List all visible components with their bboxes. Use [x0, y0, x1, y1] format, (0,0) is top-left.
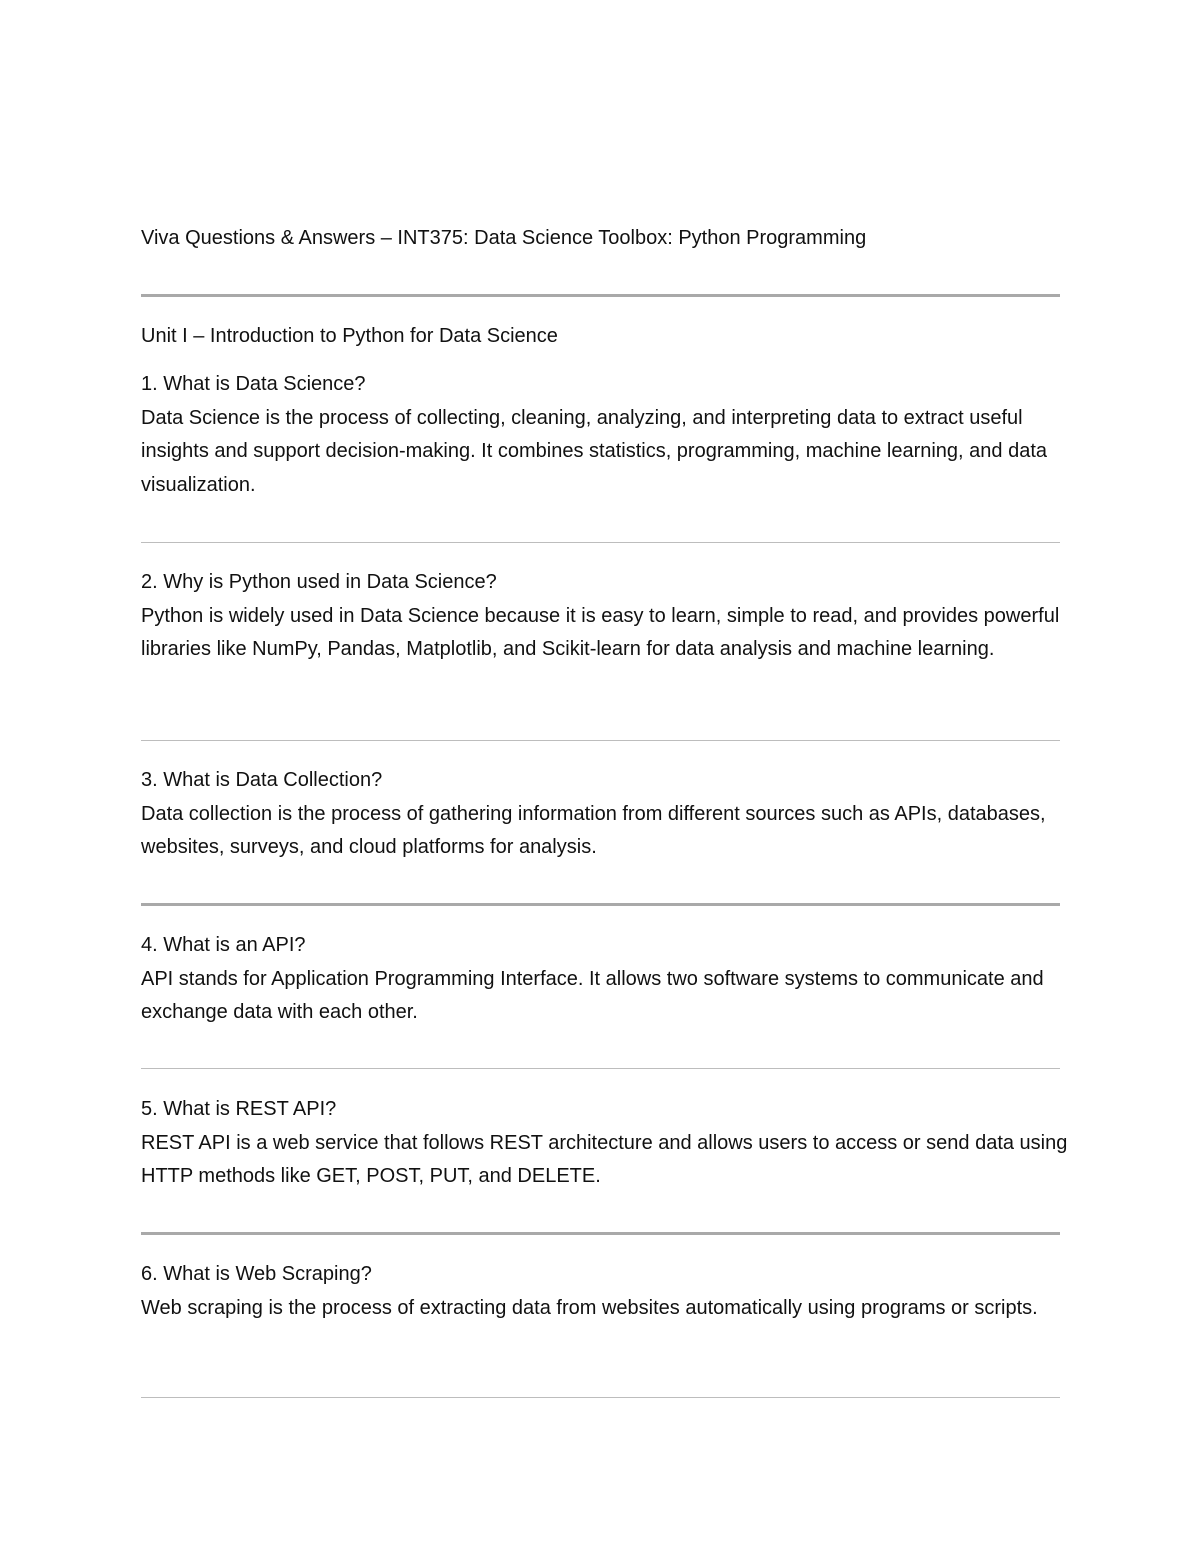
qa-divider [141, 1397, 1060, 1398]
question: 6. What is Web Scraping? [141, 1263, 372, 1285]
qa-divider [141, 903, 1060, 906]
answer: REST API is a web service that follows REST architecture and allows users to access or send data using HTTP methods like GET, POST, PUT, and DELETE. [141, 1131, 1068, 1187]
document-title: Viva Questions & Answers – INT375: Data Science Toolbox: Python Programming [141, 227, 867, 249]
qa-divider [141, 542, 1060, 543]
qa-item [141, 566, 1071, 667]
qa-divider [141, 740, 1060, 741]
question: 3. What is Data Collection? [141, 769, 383, 791]
qa-item [141, 764, 1071, 865]
answer: API stands for Application Programming Interface. It allows two software systems to communicate and exchange data with each other. [141, 967, 1044, 1023]
qa-divider [141, 1232, 1060, 1235]
unit-title: Unit I – Introduction to Python for Data Science [141, 325, 558, 347]
title-divider [141, 294, 1060, 297]
answer: Python is widely used in Data Science because it is easy to learn, simple to read, and provides powerful libraries like NumPy, Pandas, Matplotlib, and Scikit-learn for data analysis and machine learning. [141, 604, 1060, 660]
qa-item [141, 1093, 1071, 1194]
question: 5. What is REST API? [141, 1098, 337, 1120]
qa-item [141, 368, 1071, 502]
answer: Web scraping is the process of extracting data from websites automatically using programs or scripts. [141, 1296, 1038, 1319]
question: 4. What is an API? [141, 934, 306, 956]
qa-item [141, 929, 1071, 1030]
answer: Data collection is the process of gathering information from different sources such as APIs, databases, websites, surveys, and cloud platforms for analysis. [141, 802, 1046, 858]
qa-divider [141, 1068, 1060, 1069]
question: 2. Why is Python used in Data Science? [141, 571, 497, 593]
question: 1. What is Data Science? [141, 373, 366, 395]
answer: Data Science is the process of collecting, cleaning, analyzing, and interpreting data to extract useful insights and support decision-making. It combines statistics, programming, machine learning, and data visualization. [141, 406, 1048, 496]
qa-item [141, 1258, 1071, 1325]
